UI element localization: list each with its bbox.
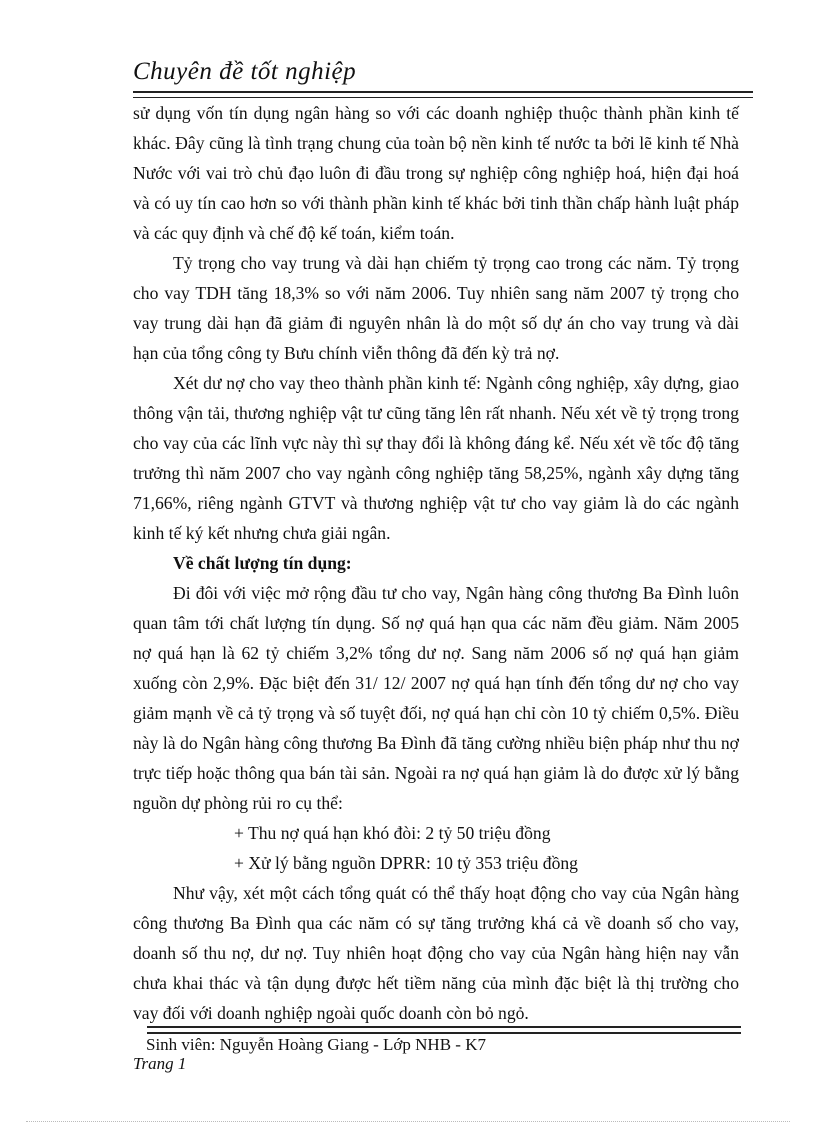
document-header-title: Chuyên đề tốt nghiệp [133, 58, 357, 85]
paragraph-2: Tỷ trọng cho vay trung và dài hạn chiếm tỷ trọng cao trong các năm. Tỷ trọng cho vay TDH tăng 18,3% so với năm 2006. Tuy nhiên sang năm 2007 tỷ trọng cho vay trung dài hạn đã giảm đi nguyên nhân là do một số dự án cho vay trung và dài hạn của tổng công ty Bưu chính viễn thông đã đến kỳ trả nợ. [133, 253, 739, 363]
footer-divider [147, 1026, 741, 1034]
header-divider [133, 91, 753, 98]
document-body [133, 98, 739, 1028]
paragraph-1: sử dụng vốn tín dụng ngân hàng so với các doanh nghiệp thuộc thành phần kinh tế khác. Đây cũng là tình trạng chung của toàn bộ nền kinh tế nước ta bởi lẽ kinh tế Nhà Nước với vai trò chủ đạo luôn đi đầu trong sự nghiệp công nghiệp hoá, hiện đại hoá và có uy tín cao hơn so với thành phần kinh tế khác bởi tinh thần chấp hành luật pháp và các quy định và chế độ kế toán, kiểm toán. [133, 103, 739, 243]
bullet-item-2: + Xử lý bằng nguồn DPRR: 10 tỷ 353 triệu đồng [234, 853, 578, 873]
footer-page-number: Trang 1 [133, 1054, 187, 1073]
bullet-item-1: + Thu nợ quá hạn khó đòi: 2 tỷ 50 triệu đồng [234, 823, 551, 843]
paragraph-4: Đi đôi với việc mở rộng đầu tư cho vay, Ngân hàng công thương Ba Đình luôn quan tâm tới chất lượng tín dụng. Số nợ quá hạn qua các năm đều giảm. Năm 2005 nợ quá hạn là 62 tỷ chiếm 3,2% tổng dư nợ. Sang năm 2006 số nợ quá hạn giảm xuống còn 2,9%. Đặc biệt đến 31/ 12/ 2007 nợ quá hạn tính đến tổng dư nợ cho vay giảm mạnh về cả tỷ trọng và số tuyệt đối, nợ quá hạn chỉ còn 10 tỷ chiếm 0,5%. Điều này là do Ngân hàng công thương Ba Đình đã tăng cường nhiều biện pháp như thu nợ trực tiếp hoặc thông qua bán tài sản. Ngoài ra nợ quá hạn giảm là do được xử lý bằng nguồn dự phòng rủi ro cụ thể: [133, 583, 739, 813]
page-bottom-edge [26, 1121, 790, 1122]
section-subheading: Về chất lượng tín dụng: [173, 553, 352, 573]
paragraph-3: Xét dư nợ cho vay theo thành phần kinh tế: Ngành công nghiệp, xây dựng, giao thông vận tải, thương nghiệp vật tư cũng tăng lên rất nhanh. Nếu xét về tỷ trọng trong cho vay của các lĩnh vực này thì sự thay đổi là không đáng kể. Nếu xét về tốc độ tăng trưởng thì năm 2007 cho vay ngành công nghiệp tăng 58,25%, ngành xây dựng tăng 71,66%, riêng ngành GTVT và thương nghiệp vật tư cho vay giảm là do các ngành kinh tế ký kết nhưng chưa giải ngân. [133, 373, 739, 543]
footer-student-info: Sinh viên: Nguyễn Hoàng Giang - Lớp NHB - K7 [146, 1035, 486, 1054]
paragraph-5: Như vậy, xét một cách tổng quát có thể thấy hoạt động cho vay của Ngân hàng công thương Ba Đình qua các năm có sự tăng trưởng khá cả về doanh số cho vay, doanh số thu nợ, dư nợ. Tuy nhiên hoạt động cho vay của Ngân hàng hiện nay vẫn chưa khai thác và tận dụng được hết tiềm năng của mình đặc biệt là thị trường cho vay đối với doanh nghiệp ngoài quốc doanh còn bỏ ngỏ. [133, 883, 739, 1023]
